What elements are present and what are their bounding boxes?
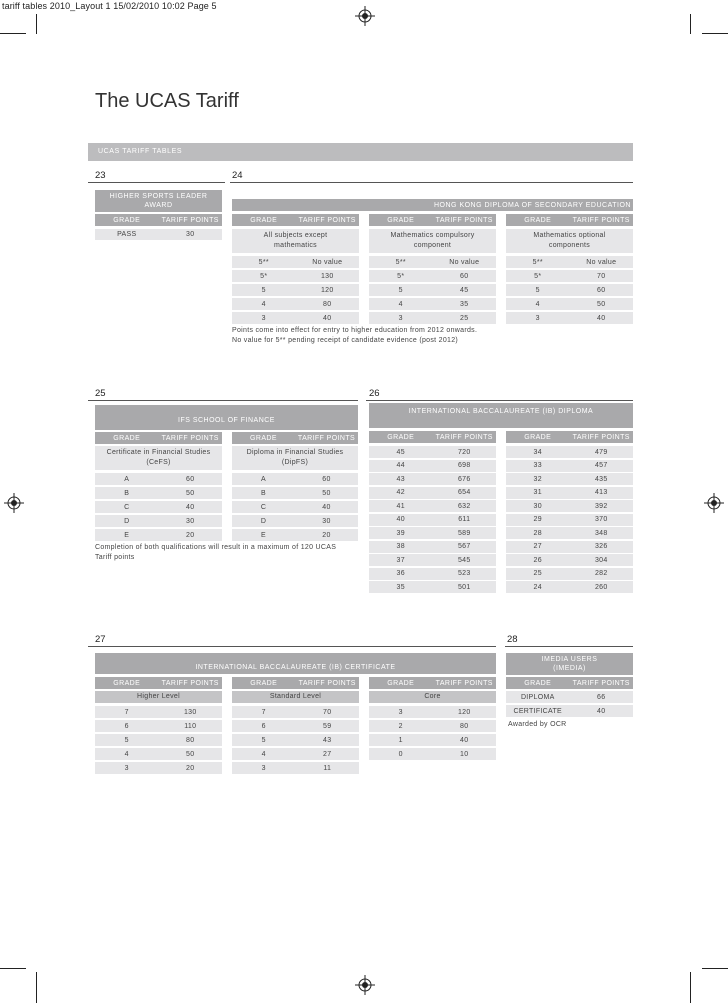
table-cell: 5** <box>532 258 543 266</box>
table-row <box>506 256 633 268</box>
table-cell: 110 <box>184 722 197 730</box>
table-cell: 720 <box>457 448 471 456</box>
table-cell: 130 <box>183 708 197 716</box>
column-header: GRADE <box>524 433 552 441</box>
table-row <box>506 541 633 553</box>
crop-mark <box>36 14 37 34</box>
table-cell: C <box>260 503 267 511</box>
table-cell: 40 <box>323 314 332 322</box>
table-cell: 523 <box>457 570 471 577</box>
table-cell: 6 <box>124 722 129 730</box>
table-cell: 20 <box>322 531 331 539</box>
table-row <box>506 705 633 717</box>
column-header: TARIFF POINTS <box>161 216 219 224</box>
table-row <box>232 312 359 324</box>
registration-mark-icon <box>355 975 375 995</box>
table-row <box>232 270 359 282</box>
table-cell: 42 <box>396 489 405 496</box>
table-cell: 4 <box>535 300 540 308</box>
table-cell: 260 <box>594 583 608 591</box>
table-cell: 5* <box>260 272 268 280</box>
column-header-row <box>369 214 496 226</box>
table-cell: 676 <box>457 475 471 483</box>
table-row <box>369 256 496 268</box>
table-number: 23 <box>95 170 106 181</box>
table-cell: 3 <box>261 764 266 772</box>
table-cell: 25 <box>460 314 469 322</box>
crop-mark <box>0 968 26 969</box>
crop-mark <box>690 972 691 1003</box>
crop-mark <box>702 968 728 969</box>
section-rule <box>366 400 633 401</box>
table-cell: 37 <box>396 556 405 564</box>
table-cell: 1 <box>398 736 403 744</box>
table-note: Completion of both qualifications will result in a maximum of 120 UCAS <box>95 544 337 551</box>
table-cell: B <box>261 489 266 497</box>
table-cell: 7 <box>261 708 266 716</box>
table-row <box>95 515 222 527</box>
table-cell: 3 <box>398 314 403 322</box>
table-cell: 43 <box>396 475 405 483</box>
table-cell: 35 <box>460 300 469 308</box>
column-header: TARIFF POINTS <box>572 433 630 441</box>
table-cell: 5 <box>124 736 129 744</box>
table-cell: 4 <box>398 300 403 308</box>
column-header: TARIFF POINTS <box>161 679 219 687</box>
table-cell: 50 <box>186 750 195 758</box>
table-row <box>369 706 496 718</box>
table-row <box>369 284 496 296</box>
column-header: TARIFF POINTS <box>297 434 356 442</box>
table-cell: 43 <box>323 736 332 744</box>
table-row <box>506 446 633 458</box>
table-cell: 282 <box>594 570 608 577</box>
table-cell: 501 <box>457 583 471 591</box>
column-header: TARIFF POINTS <box>435 679 493 687</box>
table-cell: 4 <box>261 300 266 308</box>
table-row <box>506 500 633 512</box>
crop-mark <box>702 33 728 34</box>
group-subheader: Certificate in Financial Studies (CeFS) <box>95 446 222 470</box>
table-cell: 39 <box>396 529 405 537</box>
table-number: 28 <box>507 634 518 645</box>
table-cell: 5 <box>398 286 403 294</box>
table-cell: 2 <box>398 722 403 730</box>
table-cell: 5 <box>535 286 540 294</box>
table-header: INTERNATIONAL BACCALAUREATE (IB) DIPLOMA <box>369 403 633 428</box>
table-row <box>232 706 359 718</box>
table-row <box>506 568 633 580</box>
table-cell: PASS <box>117 231 137 238</box>
column-header: GRADE <box>250 216 278 224</box>
column-header-row <box>95 214 222 226</box>
table-cell: 457 <box>594 462 608 469</box>
table-cell: E <box>124 531 130 539</box>
column-header: TARIFF POINTS <box>435 216 493 224</box>
table-cell: E <box>261 531 266 539</box>
table-header: IMEDIA USERS (IMEDIA) <box>506 653 633 675</box>
table-cell: 120 <box>457 708 471 716</box>
table-cell: C <box>124 503 130 511</box>
table-cell: 413 <box>594 489 608 496</box>
table-cell: 50 <box>186 489 195 497</box>
table-row <box>232 529 358 541</box>
table-cell: 36 <box>396 570 405 577</box>
table-cell: 28 <box>533 529 542 537</box>
table-row <box>232 734 359 746</box>
table-row <box>95 529 222 541</box>
table-cell: 567 <box>457 543 471 550</box>
table-cell: D <box>124 517 130 525</box>
table-cell: 611 <box>458 516 471 523</box>
table-cell: 3 <box>124 764 129 772</box>
table-cell: 50 <box>597 300 606 308</box>
table-cell: 120 <box>320 286 334 294</box>
table-cell: 5 <box>261 286 266 294</box>
table-cell: 40 <box>460 736 469 744</box>
table-cell: 10 <box>460 750 469 758</box>
table-row <box>506 312 633 324</box>
table-cell: 5* <box>397 272 405 280</box>
table-header: IFS SCHOOL OF FINANCE <box>95 405 358 430</box>
table-cell: D <box>260 517 267 525</box>
column-header: GRADE <box>524 216 552 224</box>
table-cell: 35 <box>396 583 405 591</box>
table-header: HIGHER SPORTS LEADER AWARD <box>95 190 222 212</box>
table-row <box>232 515 358 527</box>
table-cell: 370 <box>594 516 608 523</box>
column-header: TARIFF POINTS <box>298 216 356 224</box>
table-cell: B <box>124 489 130 497</box>
section-banner: UCAS TARIFF TABLES <box>88 143 633 161</box>
group-subheader: Mathematics optional components <box>506 229 633 253</box>
table-cell: 33 <box>533 462 542 469</box>
table-cell: 66 <box>597 693 606 701</box>
table-cell: 70 <box>597 272 606 280</box>
table-row <box>369 568 496 580</box>
table-cell: 392 <box>594 502 608 510</box>
table-cell: 20 <box>186 531 195 539</box>
table-row <box>95 720 222 732</box>
column-header: GRADE <box>113 679 141 687</box>
table-cell: 44 <box>396 462 405 469</box>
group-subheader: Core <box>369 691 496 703</box>
table-number: 26 <box>369 388 380 399</box>
column-header: GRADE <box>113 216 141 224</box>
table-cell: 25 <box>533 570 542 577</box>
table-cell: 6 <box>261 722 266 730</box>
table-cell: 435 <box>594 475 608 483</box>
table-cell: 31 <box>533 489 542 496</box>
table-cell: 30 <box>186 231 195 238</box>
table-cell: 60 <box>322 475 331 483</box>
table-cell: 40 <box>597 707 606 715</box>
table-row <box>232 284 359 296</box>
column-header: GRADE <box>524 679 552 687</box>
table-row <box>369 460 496 472</box>
table-cell: 59 <box>323 722 332 730</box>
table-row <box>369 720 496 732</box>
table-row <box>506 554 633 566</box>
column-header: TARIFF POINTS <box>435 433 493 441</box>
group-subheader: Mathematics compulsory component <box>369 229 496 253</box>
table-row <box>369 554 496 566</box>
registration-mark-icon <box>4 493 24 513</box>
table-row <box>506 691 633 703</box>
section-rule <box>88 400 358 401</box>
crop-mark <box>690 14 691 34</box>
table-cell: 34 <box>533 448 542 456</box>
table-cell: 348 <box>594 529 608 537</box>
table-row <box>506 460 633 472</box>
table-row <box>232 256 359 268</box>
table-cell: DIPLOMA <box>520 693 555 701</box>
table-cell: 326 <box>594 543 608 550</box>
table-row <box>369 270 496 282</box>
table-cell: CERTIFICATE <box>513 707 563 715</box>
table-cell: 45 <box>396 448 405 456</box>
table-row <box>506 514 633 526</box>
table-cell: 7 <box>124 708 129 716</box>
table-cell: 24 <box>533 583 542 591</box>
table-cell: 30 <box>322 517 331 525</box>
column-header-row <box>232 432 358 444</box>
column-header-row <box>232 677 359 689</box>
table-row <box>232 487 358 499</box>
table-row <box>369 487 496 499</box>
table-row <box>369 500 496 512</box>
table-row <box>369 298 496 310</box>
table-number: 27 <box>95 634 106 645</box>
table-cell: 80 <box>460 722 469 730</box>
table-cell: 70 <box>323 708 332 716</box>
column-header: GRADE <box>387 216 415 224</box>
column-header-row <box>95 432 222 444</box>
table-row <box>506 284 633 296</box>
table-cell: A <box>124 475 130 483</box>
table-note: Awarded by OCR <box>508 721 567 728</box>
section-rule <box>88 182 225 183</box>
table-cell: 60 <box>597 286 606 294</box>
table-cell: 3 <box>261 314 266 322</box>
crop-mark <box>36 972 37 1003</box>
table-cell: 5* <box>534 272 542 280</box>
table-cell: 4 <box>261 750 266 758</box>
column-header-row <box>506 214 633 226</box>
table-cell: 698 <box>457 462 471 469</box>
group-subheader: Standard Level <box>232 691 359 703</box>
table-cell: 632 <box>457 502 471 510</box>
table-number: 25 <box>95 388 106 399</box>
slug-line: tariff tables 2010_Layout 1 15/02/2010 10:02 Page 5 <box>2 1 217 11</box>
table-row <box>95 501 222 513</box>
table-cell: 30 <box>533 502 542 510</box>
column-header-row <box>369 677 496 689</box>
table-row <box>506 298 633 310</box>
column-header: TARIFF POINTS <box>298 679 356 687</box>
table-cell: 589 <box>457 529 471 537</box>
table-cell: 30 <box>186 517 195 525</box>
registration-mark-icon <box>355 6 375 26</box>
table-row <box>95 487 222 499</box>
table-cell: 130 <box>320 272 334 280</box>
table-cell: 3 <box>535 314 540 322</box>
table-cell: 654 <box>457 489 471 496</box>
table-cell: 80 <box>323 300 332 308</box>
table-cell: No value <box>449 258 480 266</box>
column-header: TARIFF POINTS <box>161 434 219 442</box>
column-header: GRADE <box>250 679 278 687</box>
table-cell: 304 <box>594 556 608 564</box>
table-row <box>232 501 358 513</box>
column-header-row <box>506 431 633 443</box>
table-row <box>506 473 633 485</box>
column-header-row <box>232 214 359 226</box>
table-cell: 80 <box>186 736 195 744</box>
table-cell: 32 <box>533 475 542 483</box>
table-row <box>232 473 358 485</box>
table-cell: A <box>261 475 266 483</box>
table-header: INTERNATIONAL BACCALAUREATE (IB) CERTIFICATE <box>95 653 496 674</box>
table-cell: No value <box>312 258 343 266</box>
table-row <box>506 270 633 282</box>
table-cell: 40 <box>597 314 606 322</box>
table-row <box>506 487 633 499</box>
table-row <box>369 312 496 324</box>
table-row <box>232 748 359 760</box>
table-cell: 11 <box>323 764 332 772</box>
table-row <box>506 527 633 539</box>
table-row <box>369 473 496 485</box>
page-title: The UCAS Tariff <box>95 90 239 112</box>
table-row <box>369 734 496 746</box>
table-cell: 38 <box>396 543 405 550</box>
table-number: 24 <box>232 170 243 181</box>
group-subheader: All subjects except mathematics <box>232 229 359 253</box>
column-header: GRADE <box>387 679 415 687</box>
table-cell: 50 <box>322 489 331 497</box>
registration-mark-icon <box>704 493 724 513</box>
table-row <box>369 748 496 760</box>
table-cell: 4 <box>124 750 129 758</box>
table-row <box>95 473 222 485</box>
table-cell: 3 <box>398 708 403 716</box>
table-cell: 27 <box>323 750 332 758</box>
table-cell: 27 <box>533 543 542 550</box>
crop-mark <box>0 33 26 34</box>
table-row <box>506 581 633 593</box>
table-row <box>95 229 222 240</box>
table-row <box>369 541 496 553</box>
table-cell: 0 <box>398 750 403 758</box>
table-cell: 545 <box>457 556 471 564</box>
table-row <box>369 527 496 539</box>
table-cell: 41 <box>396 502 405 510</box>
table-cell: No value <box>586 258 617 266</box>
column-header-row <box>506 677 633 689</box>
table-row <box>232 298 359 310</box>
table-cell: 60 <box>186 475 195 483</box>
section-rule <box>230 182 633 183</box>
column-header-row <box>95 677 222 689</box>
table-cell: 20 <box>186 764 195 772</box>
table-header: HONG KONG DIPLOMA OF SECONDARY EDUCATION <box>232 199 633 211</box>
table-note: Tariff points <box>95 554 135 561</box>
table-row <box>369 514 496 526</box>
table-cell: 60 <box>460 272 469 280</box>
section-rule <box>88 646 496 647</box>
table-row <box>95 762 222 774</box>
column-header: TARIFF POINTS <box>572 679 630 687</box>
group-subheader: Higher Level <box>95 691 222 703</box>
table-cell: 5** <box>395 258 406 266</box>
column-header-row <box>369 431 496 443</box>
table-row <box>95 734 222 746</box>
table-cell: 40 <box>186 503 195 511</box>
table-cell: 479 <box>594 448 608 456</box>
table-cell: 26 <box>533 556 542 564</box>
table-row <box>232 762 359 774</box>
table-cell: 40 <box>396 516 405 523</box>
column-header: GRADE <box>250 434 277 442</box>
table-cell: 29 <box>533 516 542 523</box>
table-cell: 5 <box>261 736 266 744</box>
table-row <box>369 581 496 593</box>
column-header: TARIFF POINTS <box>572 216 630 224</box>
table-cell: 40 <box>322 503 331 511</box>
column-header: GRADE <box>387 433 415 441</box>
table-note: Points come into effect for entry to higher education from 2012 onwards. <box>232 327 478 334</box>
table-cell: 45 <box>460 286 469 294</box>
table-cell: 5** <box>258 258 269 266</box>
table-row <box>369 446 496 458</box>
column-header: GRADE <box>113 434 141 442</box>
table-note: No value for 5** pending receipt of candidate evidence (post 2012) <box>232 337 459 344</box>
table-row <box>95 706 222 718</box>
table-row <box>95 748 222 760</box>
group-subheader: Diploma in Financial Studies (DipFS) <box>232 446 358 470</box>
table-row <box>232 720 359 732</box>
section-rule <box>505 646 633 647</box>
